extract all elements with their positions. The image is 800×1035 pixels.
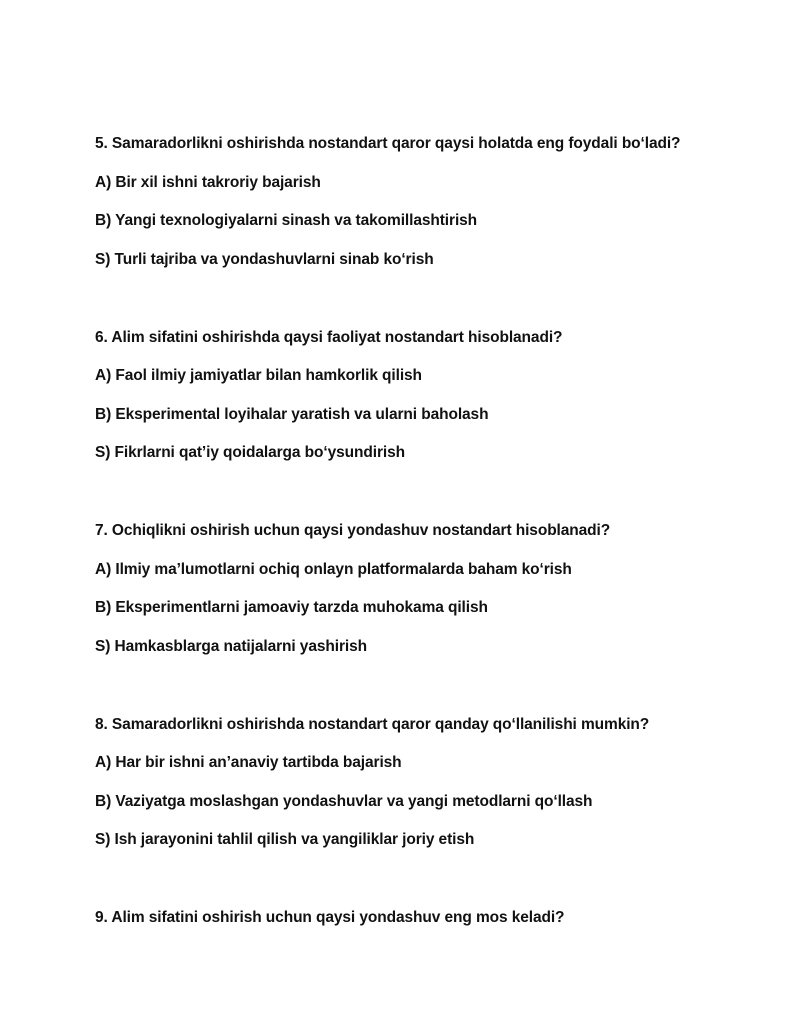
question-7-option-b: B) Eksperimentlarni jamoaviy tarzda muhokama qilish xyxy=(95,599,488,616)
question-7-option-a: A) Ilmiy ma’lumotlarni ochiq onlayn platformalarda baham koʻrish xyxy=(95,561,572,578)
question-7-text: 7. Ochiqlikni oshirish uchun qaysi yondashuv nostandart hisoblanadi? xyxy=(95,522,611,539)
question-8-option-a: A) Har bir ishni an’anaviy tartibda bajarish xyxy=(95,754,402,771)
question-8-option-b: B) Vaziyatga moslashgan yondashuvlar va yangi metodlarni qoʻllash xyxy=(95,793,593,810)
question-6-option-s: S) Fikrlarni qat’iy qoidalarga boʻysundirish xyxy=(95,444,405,461)
question-5-option-b: B) Yangi texnologiyalarni sinash va takomillashtirish xyxy=(95,212,478,229)
question-6-option-b: B) Eksperimental loyihalar yaratish va ularni baholash xyxy=(95,406,489,423)
question-8-text: 8. Samaradorlikni oshirishda nostandart qaror qanday qoʻllanilishi mumkin? xyxy=(95,716,650,733)
question-6-option-a: A) Faol ilmiy jamiyatlar bilan hamkorlik qilish xyxy=(95,367,422,384)
question-5-option-a: A) Bir xil ishni takroriy bajarish xyxy=(95,174,321,191)
question-9-text: 9. Alim sifatini oshirish uchun qaysi yondashuv eng mos keladi? xyxy=(95,909,565,926)
question-7-option-s: S) Hamkasblarga natijalarni yashirish xyxy=(95,638,367,655)
question-5-option-s: S) Turli tajriba va yondashuvlarni sinab koʻrish xyxy=(95,251,434,268)
question-8-option-s: S) Ish jarayonini tahlil qilish va yangiliklar joriy etish xyxy=(95,831,475,848)
question-5-text: 5. Samaradorlikni oshirishda nostandart qaror qaysi holatda eng foydali boʻladi? xyxy=(95,135,681,152)
question-6-text: 6. Alim sifatini oshirishda qaysi faoliyat nostandart hisoblanadi? xyxy=(95,329,563,346)
